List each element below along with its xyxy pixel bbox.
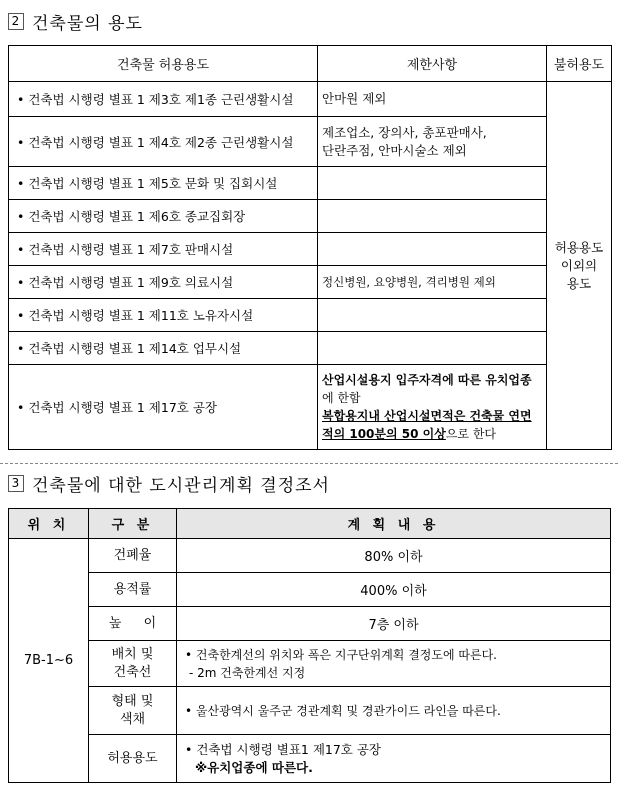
use-cell: • 건축법 시행령 별표 1 제11호 노유자시설 [9, 299, 318, 332]
forbidden-line: 용도 [566, 275, 592, 291]
use-cell: • 건축법 시행령 별표 1 제17호 공장 [9, 365, 318, 450]
table-row [9, 607, 611, 641]
header-allowed: 건축물 허용용도 [9, 46, 318, 82]
restriction-cell [318, 332, 547, 365]
content-cell: • 울산광역시 울주군 경관계획 및 경관가이드 라인을 따른다. [177, 687, 611, 735]
table-row [9, 266, 612, 299]
restriction-line: 제조업소, 장의사, 총포판매사, [322, 124, 487, 140]
restriction-cell [318, 200, 547, 233]
table-header-row [9, 509, 611, 539]
content-cell [177, 641, 611, 687]
category-cell: 허용용도 [89, 735, 177, 783]
category-cell [89, 687, 177, 735]
restriction-cell: 정신병원, 요양병원, 격리병원 제외 [318, 266, 547, 299]
content-line: ※유치업종에 따른다. [195, 759, 313, 775]
section3-title-text: 건축물에 대한 도시관리계획 결정조서 [32, 476, 330, 496]
forbidden-line: 허용용도 [554, 239, 604, 255]
section3-number: 3 [8, 475, 24, 492]
table-row [9, 573, 611, 607]
category-line: 배치 및 [111, 646, 154, 662]
content-cell [177, 735, 611, 783]
header-content: 계 획 내 용 [177, 509, 611, 539]
restriction-cell [318, 299, 547, 332]
section3-title [8, 471, 330, 496]
category-cell: 용적률 [89, 573, 177, 607]
use-cell: • 건축법 시행령 별표 1 제9호 의료시설 [9, 266, 318, 299]
use-cell: • 건축법 시행령 별표 1 제3호 제1종 근린생활시설 [9, 82, 318, 117]
restriction-cell [318, 365, 547, 450]
table-row [9, 735, 611, 783]
restriction-bold-text: 산업시설용지 입주자격에 따른 유치업종 [322, 373, 532, 387]
table-row [9, 641, 611, 687]
header-location: 위 치 [9, 509, 89, 539]
table-row [9, 233, 612, 266]
use-cell: • 건축법 시행령 별표 1 제5호 문화 및 집회시설 [9, 167, 318, 200]
table-row [9, 82, 612, 117]
table-row [9, 539, 611, 573]
category-line: 건축선 [113, 664, 152, 680]
category-cell: 건폐율 [89, 539, 177, 573]
header-forbidden: 불허용도 [547, 46, 612, 82]
use-cell: • 건축법 시행령 별표 1 제6호 종교집회장 [9, 200, 318, 233]
section2-title [8, 9, 143, 34]
restriction-underlined-text: 복합용지내 산업시설면적은 건축물 연면적의 100분의 50 이상 [322, 409, 532, 441]
table-row [9, 687, 611, 735]
content-line: - 2m 건축한계선 지정 [189, 665, 306, 680]
allowed-use-table [8, 45, 612, 450]
content-cell: 7층 이하 [177, 607, 611, 641]
content-cell: 80% 이하 [177, 539, 611, 573]
restriction-cell [318, 117, 547, 167]
location-cell: 7B-1~6 [9, 539, 89, 783]
restriction-text: 에 한함 [322, 391, 361, 405]
header-restriction: 제한사항 [318, 46, 547, 82]
table-row [9, 167, 612, 200]
restriction-cell [318, 167, 547, 200]
section2-number: 2 [8, 13, 24, 30]
table-row [9, 332, 612, 365]
restriction-cell: 안마원 제외 [318, 82, 547, 117]
category-cell: 높 이 [89, 607, 177, 641]
forbidden-cell [547, 82, 612, 450]
content-line: • 건축한계선의 위치와 폭은 지구단위계획 결정도에 따른다. [185, 647, 497, 662]
category-cell [89, 641, 177, 687]
plan-decision-table [8, 508, 611, 783]
section-divider [0, 463, 618, 464]
table-row [9, 365, 612, 450]
table-row [9, 117, 612, 167]
section2-title-text: 건축물의 용도 [32, 14, 143, 34]
use-cell: • 건축법 시행령 별표 1 제4호 제2종 근린생활시설 [9, 117, 318, 167]
table-row [9, 200, 612, 233]
table-row [9, 299, 612, 332]
restriction-cell [318, 233, 547, 266]
forbidden-line: 이외의 [560, 257, 598, 273]
restriction-line: 단란주점, 안마시술소 제외 [322, 142, 467, 158]
restriction-text: 으로 한다 [445, 427, 497, 441]
content-line: • 건축법 시행령 별표1 제17호 공장 [185, 741, 381, 757]
content-cell: 400% 이하 [177, 573, 611, 607]
use-cell: • 건축법 시행령 별표 1 제7호 판매시설 [9, 233, 318, 266]
header-category: 구 분 [89, 509, 177, 539]
table-header-row [9, 46, 612, 82]
category-line: 색채 [119, 711, 146, 727]
category-line: 형태 및 [111, 693, 154, 709]
use-cell: • 건축법 시행령 별표 1 제14호 업무시설 [9, 332, 318, 365]
